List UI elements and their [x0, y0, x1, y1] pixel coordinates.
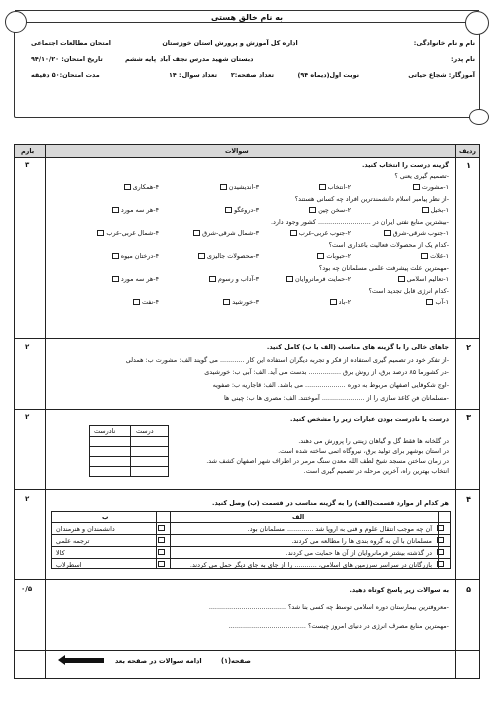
checkbox[interactable]: [437, 537, 444, 543]
header-score: بارم: [21, 147, 35, 155]
q1-item2-option4: ۴-هر سه مورد: [110, 206, 159, 214]
q5-title: به سوالات زیر پاسخ کوتاه دهید.: [349, 586, 449, 594]
q2-score: ۲: [25, 343, 30, 351]
checkbox[interactable]: [112, 207, 119, 213]
q3-row1: در گلخانه ها فقط گل و گیاهان زینتی را پرورش می دهند.: [298, 437, 449, 445]
q1-title: گزینه درست را انتخاب کنید.: [361, 161, 449, 169]
q4-a-row1: آن چه موجب انتقال علوم و فنی به اروپا شد ............. مسلمانان بود.: [247, 525, 432, 533]
q4-a-row3: در گذشته بیشتر فرمانروایان از آن ها حمایت می کردند.: [285, 549, 432, 557]
checkbox[interactable]: [384, 230, 391, 236]
checkbox[interactable]: [158, 525, 165, 531]
q4-a-row2: مسلمانان با آن به گروه بندی ها را مطالعه می کردند.: [291, 537, 432, 545]
q4-b-row4: اسطرلاب: [56, 561, 82, 569]
q1-item6-option1: ۱-آب: [424, 298, 449, 306]
checkbox[interactable]: [319, 184, 326, 190]
q3-row2: در استان بوشهر برای تولید برق، نیروگاه اتمی ساخته شده است.: [278, 447, 449, 455]
q3-title: درست یا نادرست بودن عبارات زیر را مشخص کنید.: [290, 415, 449, 423]
q4-matching-table: [51, 511, 451, 569]
q3-col-true: درست: [136, 427, 154, 435]
q4-col-b: ب: [102, 513, 109, 521]
q1-item4-option1: ۱-غلات: [419, 252, 449, 260]
q2-line2: -در کشورما ۸۵ درصد برق، از روش برق ................ بدست می آید. الف: آبی ب: خورشیدی: [204, 368, 449, 376]
q4-b-row1: دانشمندان و هنرمندان: [56, 525, 115, 533]
q1-item5-option3: ۳-آداب و رسوم: [207, 275, 259, 283]
checkbox[interactable]: [158, 561, 165, 567]
q1-item6-option2: ۲-باد: [328, 298, 351, 306]
q1-item2-question: -از نظر پیامبر اسلام دانشمندترین افراد چه کسانی هستند؟: [294, 195, 449, 203]
exam-title: امتحان مطالعات اجتماعی: [31, 39, 111, 47]
checkbox[interactable]: [317, 253, 324, 259]
answer-cell[interactable]: [90, 436, 130, 446]
q3-row4: انتخاب بهترین راه، آخرین مرحله در تصمیم گیری است.: [303, 467, 449, 475]
q1-item1-question: -تصمیم گیری یعنی ؟: [394, 172, 449, 180]
checkbox[interactable]: [198, 253, 205, 259]
page-count: تعداد صفحه:۲: [230, 71, 274, 79]
q1-item1-option1: ۱-مشورت: [411, 183, 449, 191]
q1-score: ۳: [25, 161, 30, 169]
q1-item1-option3: ۳-اندیشیدن: [218, 183, 259, 191]
q1-item3-option4: ۴-شمال غربی-غرب: [95, 229, 159, 237]
exam-duration: مدت امتحان:۵۰ دقیقه: [31, 71, 100, 79]
q1-item4-option3: ۳-محصولات جالیزی: [196, 252, 259, 260]
q1-item3-option1: ۱-جنوب شرقی-شرق: [382, 229, 449, 237]
q1-item4-option2: ۲-حبوبات: [315, 252, 351, 260]
session-label: نوبت اول(دیماه ۹۴): [297, 71, 359, 79]
q1-item3-option2: ۲-جنوب غربی-غرب: [288, 229, 351, 237]
exam-date: تاریخ امتحان: ۹۴/۱۰/۲۰: [31, 55, 103, 63]
q2-line1: -از تفکر خود در تصمیم گیری استفاده از فکر و تجربه دیگران استفاده این کار ............ می گویند الف: مشورت ب: همدلی: [125, 356, 449, 364]
q1-item4-question: -کدام یک از محصولات فعالیت باغداری است؟: [328, 241, 449, 249]
q3-number: ۳: [466, 413, 471, 422]
q4-number: ۴: [466, 495, 471, 504]
q4-a-row4: بازرگانان در سراسر سرزمین های اسلامی، ........... را از جای به جای دیگر حمل می کردند.: [189, 561, 432, 569]
answer-cell[interactable]: [130, 436, 170, 446]
q4-title: هر کدام از موارد قسمت(الف) را به گزینه مناسب در قسمت (ب) وصل کنید.: [212, 499, 449, 507]
q3-col-false: نادرست: [94, 427, 116, 435]
checkbox[interactable]: [437, 525, 444, 531]
teacher-name: آموزگار: شجاع حیاتی: [408, 71, 475, 79]
checkbox[interactable]: [209, 276, 216, 282]
q1-item6-option4: ۴-نفت: [131, 298, 159, 306]
q1-item4-option4: ۴-درختان میوه: [110, 252, 159, 260]
checkbox[interactable]: [133, 299, 140, 305]
q1-item3-question: -بیشترین منابع نفتی ایران در .......................... کشور وجود دارد.: [270, 218, 449, 226]
q1-item3-option3: ۳-شمال شرقی-شرق: [191, 229, 259, 237]
checkbox[interactable]: [223, 299, 230, 305]
checkbox[interactable]: [112, 253, 119, 259]
q1-item2-option3: ۳-دروغگو: [223, 206, 259, 214]
checkbox[interactable]: [225, 207, 232, 213]
q1-item5-option4: ۴-هر سه مورد: [110, 275, 159, 283]
checkbox[interactable]: [193, 230, 200, 236]
q1-item2-option2: ۲-سخن چین: [307, 206, 351, 214]
q3-score: ۲: [25, 413, 30, 421]
q5-line1: -معروفترین بیمارستان دوره اسلامی توسط چه کسی بنا شد؟ ......................................: [208, 603, 449, 611]
checkbox[interactable]: [112, 276, 119, 282]
q1-item2-option1: ۱-بخیل: [420, 206, 449, 214]
q1-item1-option4: ۴-همکاری: [122, 183, 159, 191]
checkbox[interactable]: [220, 184, 227, 190]
bismillah-text: به نام خالق هستی: [210, 13, 284, 22]
q5-score: ۰/۵: [21, 585, 33, 593]
header-row-number: ردیف: [459, 147, 476, 155]
student-name-label: نام و نام خانوادگی:: [413, 39, 475, 47]
q2-line3: -اوج شکوفایی اصفهان مربوط به دوره .................... می باشد. الف: قاجاریه ب: صفویه: [212, 381, 449, 389]
continue-note: ادامه سوالات در صفحه بعد: [115, 657, 202, 665]
checkbox[interactable]: [158, 549, 165, 555]
header-scroll-banner: [14, 13, 480, 118]
checkbox[interactable]: [426, 299, 433, 305]
q5-line2: -مهمترین منابع مصرف انرژی در دنیای امروز چیست؟ ......................................: [228, 622, 449, 630]
header-questions: سوالات: [225, 147, 249, 155]
checkbox[interactable]: [158, 537, 165, 543]
school-name: دبستان شهید مدرس نجف آباد: [160, 55, 254, 63]
question-count: تعداد سوال: ۱۴: [168, 71, 217, 79]
q1-item6-question: -کدام انرژی قابل تجدید است؟: [368, 287, 449, 295]
q1-item1-option2: ۲-انتخاب: [317, 183, 351, 191]
checkbox[interactable]: [413, 184, 420, 190]
checkbox[interactable]: [421, 253, 428, 259]
q2-title: جاهای خالی را با گزینه های مناسب (الف یا ب) کامل کنید.: [266, 343, 449, 351]
q4-b-row2: ترجمه علمی: [56, 537, 90, 545]
q3-row3: در زمان ساختن مسجد شیخ لطف الله معدن سنگ مرمر در اطراف شهر اصفهان کشف شد.: [206, 457, 449, 465]
checkbox[interactable]: [437, 549, 444, 555]
q1-item5-option1: ۱-تعالیم اسلامی: [396, 275, 449, 283]
checkbox[interactable]: [286, 276, 293, 282]
q5-number: ۵: [466, 585, 471, 594]
checkbox[interactable]: [124, 184, 131, 190]
checkbox[interactable]: [437, 561, 444, 567]
father-name-label: نام پدر:: [450, 55, 475, 63]
checkbox[interactable]: [330, 299, 337, 305]
checkbox[interactable]: [422, 207, 429, 213]
q3-answer-grid: [89, 425, 169, 477]
questions-table: [14, 144, 480, 679]
q2-number: ۲: [466, 343, 471, 352]
checkbox[interactable]: [290, 230, 297, 236]
q1-item6-option3: ۳-خورشید: [221, 298, 259, 306]
q4-b-row3: کالا: [56, 549, 65, 557]
table-header-row: [15, 145, 479, 158]
arrow-left-icon: [64, 658, 104, 663]
q1-item5-option2: ۲-حمایت فرمانروایان: [284, 275, 351, 283]
checkbox[interactable]: [398, 276, 405, 282]
q2-line4: -مسلمانان فن کاغذ سازی را از ..................... آموختند. الف: مصری ها ب: چینی ها: [223, 394, 449, 402]
q1-number: ۱: [466, 161, 471, 170]
checkbox[interactable]: [309, 207, 316, 213]
q4-score: ۲: [25, 495, 30, 503]
grade-label: پایه ششم: [125, 55, 157, 63]
org-title: اداره کل آموزش و پرورش استان خوزستان: [162, 39, 298, 47]
q4-col-a: الف: [292, 513, 305, 521]
q1-item5-question: -مهمترین علت پیشرفت علمی مسلمانان چه بود؟: [318, 264, 449, 272]
page-number: صفحه(۱): [221, 657, 251, 665]
checkbox[interactable]: [97, 230, 104, 236]
